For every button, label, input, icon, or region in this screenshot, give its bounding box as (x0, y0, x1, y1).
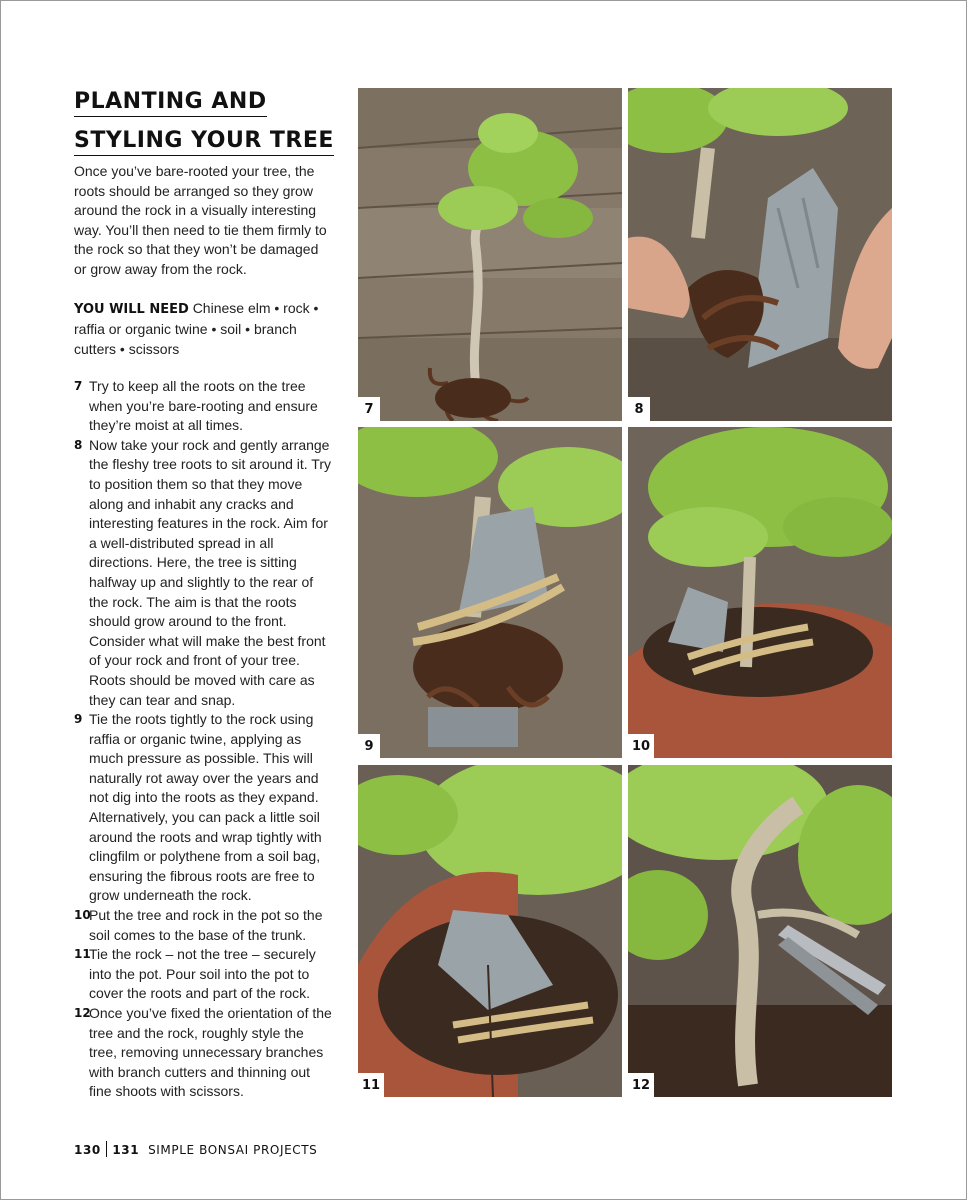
roots-on-rock-photo (628, 88, 892, 421)
page-number-left: 130 (74, 1143, 101, 1157)
photo-step-11 (358, 765, 622, 1097)
step-text: Try to keep all the roots on the tree when you’re bare-rooting and ensure they’re moist at all times. (89, 378, 318, 434)
you-will-need-items: Chinese elm • rock • raffia or organic twine • soil • branch cutters • scissors (74, 300, 319, 357)
photo-step-12 (628, 765, 892, 1097)
step-text: Put the tree and rock in the pot so the soil comes to the base of the trunk. (89, 907, 323, 943)
photo-number-badge: 7 (358, 397, 380, 421)
page-footer (74, 1141, 317, 1157)
page-title: PLANTING AND STYLING YOUR TREE (74, 82, 334, 160)
photo-step-9 (358, 427, 622, 758)
step-number: 9 (74, 712, 83, 727)
branch-cutters-styling-photo (628, 765, 892, 1097)
intro-paragraph: Once you’ve bare-rooted your tree, the roots should be arranged so they grow around the rock in a visually interesting way. You’ll then need to tie them firmly to the rock so that they won’t be damaged or grow away from the rock. (74, 163, 327, 277)
photo-number-badge: 9 (358, 734, 380, 758)
step-number: 8 (74, 437, 83, 452)
step-text: Once you’ve fixed the orientation of the tree and the rock, roughly style the tree, removing unnecessary branches with branch cutters and thinning out fine shoots with scissors. (89, 1005, 332, 1100)
photo-number-badge: 11 (358, 1073, 384, 1097)
you-will-need (74, 299, 336, 359)
photo-step-10 (628, 427, 892, 758)
steps-list (74, 377, 332, 1102)
step-text: Tie the rock – not the tree – securely into the pot. Pour soil into the pot to cover the roots and part of the rock. (89, 946, 316, 1002)
step-number: 12 (74, 1006, 91, 1020)
step-item (74, 945, 332, 1004)
photo-number-badge: 8 (628, 397, 650, 421)
step-text: Tie the roots tightly to the rock using raffia or organic twine, applying as much pressure as possible. This will naturally rot away over the years and not dig into the roots as they expand. Alternatively, you can pack a little soil around the roots and wrap tightly with clingfilm or polythene from a soil bag, ensuring the fibrous roots are free to grow underneath the rock. (89, 711, 322, 904)
footer-divider (106, 1141, 108, 1157)
photo-number-badge: 12 (628, 1073, 654, 1097)
step-item (74, 906, 332, 945)
rock-tied-in-pot-photo (358, 765, 622, 1097)
step-item (74, 436, 332, 710)
you-will-need-label: YOU WILL NEED (74, 302, 189, 317)
step-text: Now take your rock and gently arrange the fleshy tree roots to sit around it. Try to position them so that they move along and inhabit any cracks and interesting features in the rock. Aim for a well-distributed spread in all directions. Here, the tree is sitting halfway up and slightly to the rear of the rock. The aim is that the roots should grow around to the front. Consider what will make the best front of your rock and front of your tree. Roots should be moved with care as they can tear and snap. (89, 436, 331, 708)
step-item (74, 377, 332, 436)
photo-number-badge: 10 (628, 734, 654, 758)
bare-rooted-tree-photo (358, 88, 622, 421)
page-number-right: 131 (112, 1143, 140, 1157)
step-item (74, 710, 332, 906)
step-number: 10 (74, 908, 91, 923)
step-number: 7 (74, 379, 83, 393)
section-name: SIMPLE BONSAI PROJECTS (148, 1143, 318, 1157)
tree-in-pot-photo (628, 427, 892, 758)
raffia-tied-roots-photo (358, 427, 622, 758)
step-item (74, 1004, 332, 1102)
photo-step-7 (358, 88, 622, 421)
photo-step-8 (628, 88, 892, 421)
step-number: 11 (74, 947, 91, 962)
